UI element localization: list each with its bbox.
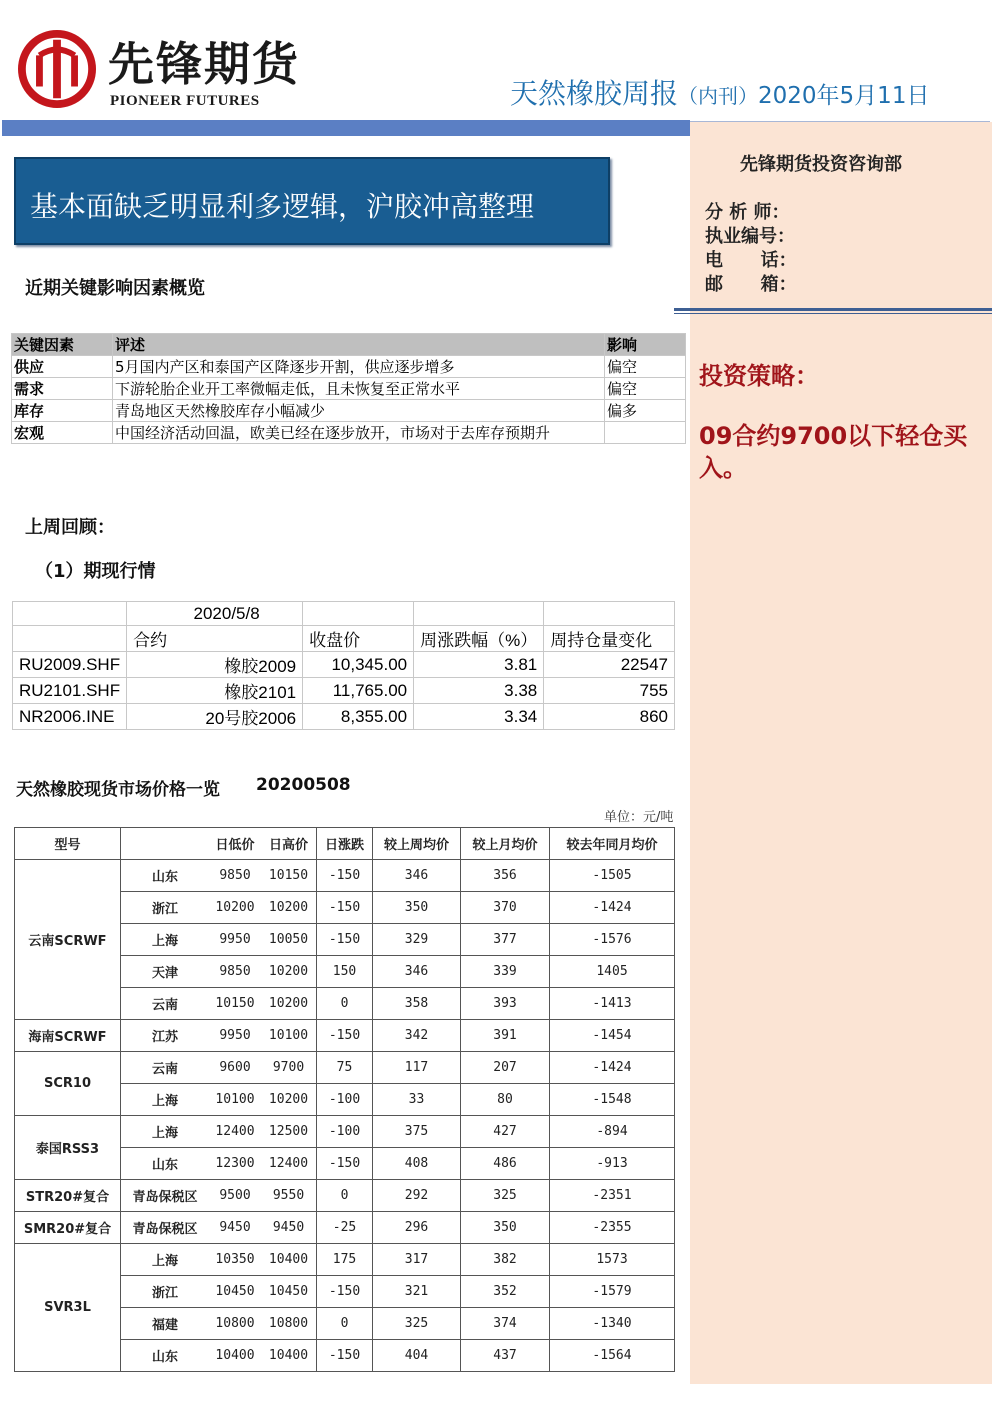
region-cell: 天津 <box>121 956 210 988</box>
table-row <box>15 1180 675 1212</box>
low-price-cell: 9950 <box>209 924 261 956</box>
region-cell: 上海 <box>121 1244 210 1276</box>
grade-cell: SMR20#复合 <box>15 1212 121 1244</box>
high-price-cell: 12400 <box>261 1148 317 1180</box>
review-subheading: （1）期现行情 <box>35 561 156 582</box>
low-price-cell: 10350 <box>209 1244 261 1276</box>
high-price-cell: 10200 <box>261 892 317 924</box>
vs-last-week-cell: 292 <box>373 1180 461 1212</box>
daily-change-cell: 75 <box>317 1052 373 1084</box>
region-cell: 山东 <box>121 860 210 892</box>
header-cell: 日涨跌 <box>317 828 373 860</box>
header-cell: 日高价 <box>261 828 317 860</box>
factor-cell: 库存 <box>12 400 113 422</box>
vs-last-year-cell: 1405 <box>550 956 675 988</box>
vs-last-year-cell: -1564 <box>550 1340 675 1372</box>
grade-cell: 海南SCRWF <box>15 1020 121 1052</box>
vs-last-month-cell: 325 <box>461 1180 550 1212</box>
high-price-cell: 10400 <box>261 1340 317 1372</box>
oi-cell: 860 <box>544 704 675 730</box>
vs-last-week-cell: 346 <box>373 956 461 988</box>
vs-last-year-cell: -2355 <box>550 1212 675 1244</box>
header-cell: 合约 <box>127 626 303 652</box>
low-price-cell: 10150 <box>209 988 261 1020</box>
vs-last-month-cell: 382 <box>461 1244 550 1276</box>
spot-price-table <box>14 827 675 1372</box>
table-row <box>12 378 686 400</box>
daily-change-cell: 0 <box>317 988 373 1020</box>
impact-cell: 偏空 <box>605 378 686 400</box>
vs-last-week-cell: 325 <box>373 1308 461 1340</box>
vs-last-month-cell: 374 <box>461 1308 550 1340</box>
vs-last-month-cell: 339 <box>461 956 550 988</box>
header-cell <box>121 828 210 860</box>
daily-change-cell: -150 <box>317 892 373 924</box>
vs-last-week-cell: 346 <box>373 860 461 892</box>
table-row <box>12 356 686 378</box>
comment-cell: 青岛地区天然橡胶库存小幅减少 <box>113 400 605 422</box>
key-factors-heading: 近期关键影响因素概览 <box>25 278 205 299</box>
header-cell: 日低价 <box>209 828 261 860</box>
daily-change-cell: -100 <box>317 1084 373 1116</box>
daily-change-cell: 0 <box>317 1180 373 1212</box>
daily-change-cell: -150 <box>317 860 373 892</box>
low-price-cell: 12400 <box>209 1116 261 1148</box>
low-price-cell: 12300 <box>209 1148 261 1180</box>
vs-last-week-cell: 317 <box>373 1244 461 1276</box>
email-label: 邮 箱： <box>705 274 797 295</box>
license-label: 执业编号： <box>705 226 795 247</box>
header-cell: 型号 <box>15 828 121 860</box>
high-price-cell: 10800 <box>261 1308 317 1340</box>
headline-text: 基本面缺乏明显利多逻辑，沪胶冲高整理 <box>30 190 535 223</box>
key-factors-table <box>11 333 686 444</box>
headline-box <box>14 157 610 245</box>
spot-unit: 单位：元/吨 <box>604 810 674 825</box>
region-cell: 福建 <box>121 1308 210 1340</box>
low-price-cell: 10400 <box>209 1340 261 1372</box>
grade-cell: 泰国RSS3 <box>15 1116 121 1180</box>
strategy-heading: 投资策略： <box>699 362 819 390</box>
vs-last-week-cell: 408 <box>373 1148 461 1180</box>
vs-last-year-cell: -1340 <box>550 1308 675 1340</box>
vs-last-week-cell: 358 <box>373 988 461 1020</box>
daily-change-cell: -150 <box>317 1340 373 1372</box>
close-cell: 8,355.00 <box>303 704 414 730</box>
low-price-cell: 9950 <box>209 1020 261 1052</box>
factor-cell: 供应 <box>12 356 113 378</box>
region-cell: 云南 <box>121 1052 210 1084</box>
header-cell: 评述 <box>113 334 605 356</box>
sidebar-dept: 先锋期货投资咨询部 <box>740 154 902 175</box>
empty-cell <box>13 626 127 652</box>
daily-change-cell: -100 <box>317 1116 373 1148</box>
low-price-cell: 10100 <box>209 1084 261 1116</box>
contract-cell: 20号胶2006 <box>127 704 303 730</box>
daily-change-cell: -150 <box>317 1276 373 1308</box>
vs-last-year-cell: -1413 <box>550 988 675 1020</box>
grade-cell: SVR3L <box>15 1244 121 1372</box>
code-cell: RU2101.SHF <box>13 678 127 704</box>
comment-cell: 中国经济活动回温，欧美已经在逐步放开，市场对于去库存预期升 <box>113 422 605 444</box>
high-price-cell: 10450 <box>261 1276 317 1308</box>
vs-last-month-cell: 207 <box>461 1052 550 1084</box>
low-price-cell: 10200 <box>209 892 261 924</box>
daily-change-cell: -150 <box>317 924 373 956</box>
region-cell: 上海 <box>121 924 210 956</box>
futures-table <box>12 601 675 730</box>
region-cell: 浙江 <box>121 892 210 924</box>
header-cell: 关键因素 <box>12 334 113 356</box>
brand-name-en: PIONEER FUTURES <box>110 93 260 109</box>
close-cell: 11,765.00 <box>303 678 414 704</box>
empty-cell <box>303 602 414 626</box>
impact-cell: 偏空 <box>605 356 686 378</box>
contract-cell: 橡胶2009 <box>127 652 303 678</box>
low-price-cell: 9500 <box>209 1180 261 1212</box>
vs-last-month-cell: 391 <box>461 1020 550 1052</box>
spot-date: 20200508 <box>256 775 351 795</box>
vs-last-week-cell: 375 <box>373 1116 461 1148</box>
impact-cell <box>605 422 686 444</box>
vs-last-week-cell: 342 <box>373 1020 461 1052</box>
comment-cell: 下游轮胎企业开工率微幅走低，且未恢复至正常水平 <box>113 378 605 400</box>
table-header-row <box>13 626 675 652</box>
vs-last-year-cell: -1454 <box>550 1020 675 1052</box>
region-cell: 山东 <box>121 1340 210 1372</box>
low-price-cell: 9850 <box>209 860 261 892</box>
vs-last-year-cell: -1505 <box>550 860 675 892</box>
vs-last-year-cell: 1573 <box>550 1244 675 1276</box>
oi-cell: 755 <box>544 678 675 704</box>
vs-last-month-cell: 350 <box>461 1212 550 1244</box>
low-price-cell: 9600 <box>209 1052 261 1084</box>
vs-last-week-cell: 350 <box>373 892 461 924</box>
table-row <box>15 1212 675 1244</box>
vs-last-month-cell: 370 <box>461 892 550 924</box>
spot-title: 天然橡胶现货市场价格一览 <box>16 780 220 800</box>
vs-last-week-cell: 329 <box>373 924 461 956</box>
vs-last-week-cell: 117 <box>373 1052 461 1084</box>
table-row <box>13 602 675 626</box>
change-cell: 3.34 <box>414 704 544 730</box>
high-price-cell: 10050 <box>261 924 317 956</box>
daily-change-cell: 150 <box>317 956 373 988</box>
low-price-cell: 10450 <box>209 1276 261 1308</box>
table-row <box>15 1244 675 1276</box>
vs-last-week-cell: 404 <box>373 1340 461 1372</box>
region-cell: 上海 <box>121 1084 210 1116</box>
close-cell: 10,345.00 <box>303 652 414 678</box>
impact-cell: 偏多 <box>605 400 686 422</box>
region-cell: 云南 <box>121 988 210 1020</box>
vs-last-year-cell: -894 <box>550 1116 675 1148</box>
table-row <box>12 400 686 422</box>
low-price-cell: 9850 <box>209 956 261 988</box>
high-price-cell: 10200 <box>261 988 317 1020</box>
high-price-cell: 10150 <box>261 860 317 892</box>
header-cell: 周涨跌幅（%） <box>414 626 544 652</box>
high-price-cell: 9700 <box>261 1052 317 1084</box>
table-header-row <box>15 828 675 860</box>
vs-last-year-cell: -2351 <box>550 1180 675 1212</box>
table-row <box>15 1116 675 1148</box>
high-price-cell: 9550 <box>261 1180 317 1212</box>
vs-last-year-cell: -1424 <box>550 1052 675 1084</box>
low-price-cell: 10800 <box>209 1308 261 1340</box>
header-cell: 周持仓量变化 <box>544 626 675 652</box>
table-row <box>13 704 675 730</box>
vs-last-year-cell: -1579 <box>550 1276 675 1308</box>
daily-change-cell: -25 <box>317 1212 373 1244</box>
vs-last-year-cell: -913 <box>550 1148 675 1180</box>
sidebar-panel <box>690 122 992 1384</box>
comment-cell: 5月国内产区和泰国产区降逐步开割，供应逐步增多 <box>113 356 605 378</box>
table-row <box>13 678 675 704</box>
region-cell: 青岛保税区 <box>121 1180 210 1212</box>
pioneer-logo-icon <box>18 30 96 108</box>
header-cell: 收盘价 <box>303 626 414 652</box>
contract-cell: 橡胶2101 <box>127 678 303 704</box>
brand-name-cn: 先锋期货 <box>108 37 300 91</box>
daily-change-cell: -150 <box>317 1020 373 1052</box>
report-subtitle: （内刊） <box>678 84 759 108</box>
region-cell: 上海 <box>121 1116 210 1148</box>
grade-cell: SCR10 <box>15 1052 121 1116</box>
region-cell: 山东 <box>121 1148 210 1180</box>
sidebar-divider-thin <box>674 313 992 314</box>
vs-last-month-cell: 352 <box>461 1276 550 1308</box>
vs-last-month-cell: 486 <box>461 1148 550 1180</box>
region-cell: 江苏 <box>121 1020 210 1052</box>
review-heading: 上周回顾： <box>25 517 115 538</box>
table-row <box>15 860 675 892</box>
header-cell: 影响 <box>605 334 686 356</box>
vs-last-month-cell: 427 <box>461 1116 550 1148</box>
high-price-cell: 9450 <box>261 1212 317 1244</box>
vs-last-month-cell: 393 <box>461 988 550 1020</box>
vs-last-month-cell: 437 <box>461 1340 550 1372</box>
high-price-cell: 10400 <box>261 1244 317 1276</box>
strategy-text: 09合约9700以下轻仓买入。 <box>699 422 968 482</box>
oi-cell: 22547 <box>544 652 675 678</box>
table-row <box>15 1052 675 1084</box>
table-row <box>13 652 675 678</box>
header-cell: 较上周均价 <box>373 828 461 860</box>
phone-label: 电 话： <box>705 250 797 271</box>
analyst-label: 分 析 师： <box>705 202 790 223</box>
empty-cell <box>13 602 127 626</box>
low-price-cell: 9450 <box>209 1212 261 1244</box>
vs-last-month-cell: 80 <box>461 1084 550 1116</box>
grade-cell: STR20#复合 <box>15 1180 121 1212</box>
change-cell: 3.38 <box>414 678 544 704</box>
vs-last-year-cell: -1576 <box>550 924 675 956</box>
table-header-row <box>12 334 686 356</box>
header-cell: 较上月均价 <box>461 828 550 860</box>
report-title <box>510 72 929 112</box>
high-price-cell: 10200 <box>261 1084 317 1116</box>
factor-cell: 需求 <box>12 378 113 400</box>
header-cell: 较去年同月均价 <box>550 828 675 860</box>
futures-date: 2020/5/8 <box>127 602 303 626</box>
empty-cell <box>544 602 675 626</box>
code-cell: NR2006.INE <box>13 704 127 730</box>
region-cell: 浙江 <box>121 1276 210 1308</box>
vs-last-week-cell: 33 <box>373 1084 461 1116</box>
high-price-cell: 10100 <box>261 1020 317 1052</box>
table-row <box>12 422 686 444</box>
high-price-cell: 12500 <box>261 1116 317 1148</box>
vs-last-month-cell: 377 <box>461 924 550 956</box>
sidebar-divider <box>674 308 992 311</box>
report-date: 2020年5月11日 <box>758 83 930 109</box>
vs-last-year-cell: -1548 <box>550 1084 675 1116</box>
daily-change-cell: 0 <box>317 1308 373 1340</box>
daily-change-cell: 175 <box>317 1244 373 1276</box>
vs-last-year-cell: -1424 <box>550 892 675 924</box>
high-price-cell: 10200 <box>261 956 317 988</box>
report-title-text: 天然橡胶周报 <box>510 77 679 110</box>
vs-last-week-cell: 321 <box>373 1276 461 1308</box>
table-row <box>15 1020 675 1052</box>
change-cell: 3.81 <box>414 652 544 678</box>
region-cell: 青岛保税区 <box>121 1212 210 1244</box>
header-bar <box>2 120 690 136</box>
daily-change-cell: -150 <box>317 1148 373 1180</box>
empty-cell <box>414 602 544 626</box>
code-cell: RU2009.SHF <box>13 652 127 678</box>
grade-cell: 云南SCRWF <box>15 860 121 1020</box>
vs-last-month-cell: 356 <box>461 860 550 892</box>
factor-cell: 宏观 <box>12 422 113 444</box>
vs-last-week-cell: 296 <box>373 1212 461 1244</box>
